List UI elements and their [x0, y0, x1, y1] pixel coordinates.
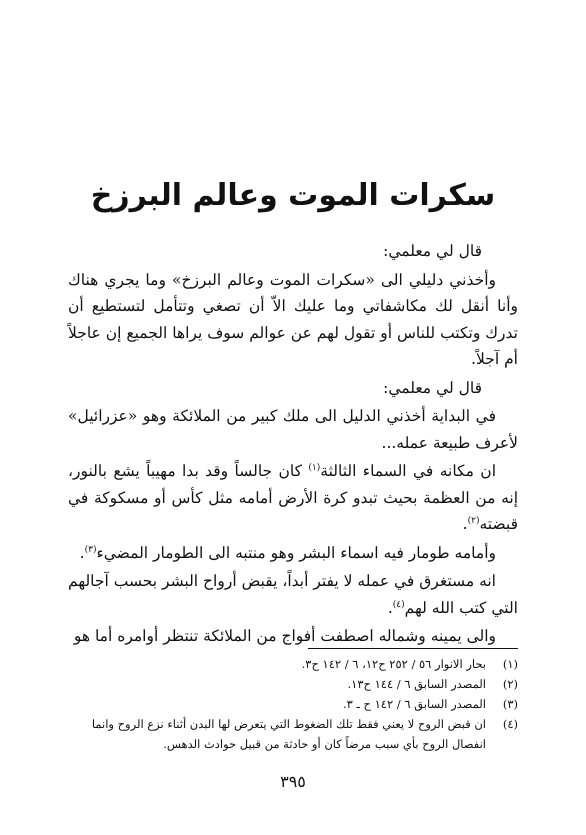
paragraph: [68, 540, 518, 567]
footnote-ref: (٢): [467, 515, 480, 526]
paragraph-text: وأمامه طومار فيه اسماء البشر وهو منتبه الى الطومار المضيء: [96, 543, 496, 562]
main-text: [68, 238, 518, 652]
paragraph: [68, 623, 518, 650]
paragraph-text: قال لي معلمي:: [383, 242, 482, 260]
footnote-ref: (٤): [392, 599, 405, 610]
paragraph-heading: [68, 238, 518, 265]
footnotes: [58, 654, 518, 754]
paragraph-text: ان مكانه في السماء الثالثة: [320, 462, 496, 480]
footnote-number: (١): [502, 657, 518, 671]
footnote-text: ان قبض الروح لا يعني فقط تلك الضغوط التي يتعرض لها البدن أثناء نزع الروح وانما انفصال الروح بأي سبب مرضاً كان أو حادثة من قبيل حوادث الدهس.: [91, 717, 486, 751]
footnote-divider: [308, 648, 518, 649]
paragraph-text: انه مستغرق في عمله لا يفتر أبداً، يقبض أرواح البشر بحسب آجالهم التي كتب الله لهم: [68, 572, 518, 617]
page-number: ٣٩٥: [280, 772, 306, 791]
paragraph: [68, 458, 518, 538]
footnote-number: (٤): [502, 717, 518, 731]
paragraph-text: قال لي معلمي:: [383, 378, 482, 397]
paragraph-text: في البداية أخذني الدليل الى ملك كبير من الملائكة وهو «عزرائيل» لأعرف طبيعة عمله...: [68, 407, 518, 452]
paragraph: [68, 568, 518, 621]
paragraph: [68, 403, 518, 456]
paragraph-text: .: [387, 598, 393, 617]
footnote: [58, 654, 518, 674]
footnote-text: المصدر السابق ٦ / ١٤٤ ح١٣.: [347, 677, 486, 691]
footnote-text: بحار الانوار ٥٦ / ٢٥٢ ح١٢، ٦ / ١٤٢ ح٣.: [301, 657, 486, 671]
footnote-ref: (١): [308, 462, 321, 473]
paragraph: [68, 267, 518, 373]
paragraph-text: كان جالساً وقد بدا مهيباً يشع بالنور، إنه من العظمة بحيث تبدو كرة الأرض أمامه مثل كأس أو مسكوكة في قبضته: [68, 462, 518, 533]
footnote: [58, 674, 518, 694]
footnote-text: المصدر السابق ٦ / ١٤٢ ح ـ ٣.: [343, 697, 486, 711]
footnote: [58, 694, 518, 714]
footnote: [58, 714, 518, 754]
paragraph-text: والى يمينه وشماله اصطفت أفواج من الملائكة تنتظر أوامره أما هو: [73, 627, 496, 645]
chapter-title: سكرات الموت وعالم البرزخ: [90, 178, 496, 213]
paragraph-text: .: [462, 515, 468, 533]
paragraph-text: .: [79, 543, 85, 562]
paragraph-heading: [68, 375, 518, 402]
footnote-ref: (٣): [84, 544, 97, 555]
footnote-number: (٣): [502, 697, 518, 711]
paragraph-text: وأخذني دليلي الى «سكرات الموت وعالم البرزخ» وما يجري هناك وأنا أنقل لك مكاشفاتي وما عليك الاّ أن تصغي وتتأمل لتستطيع أن تدرك وتكتب للناس أو تقول لهم عن عوالم سوف يراها الجميع إن عاجلاً أم آجلاً.: [68, 270, 518, 368]
footnote-number: (٢): [502, 677, 518, 691]
